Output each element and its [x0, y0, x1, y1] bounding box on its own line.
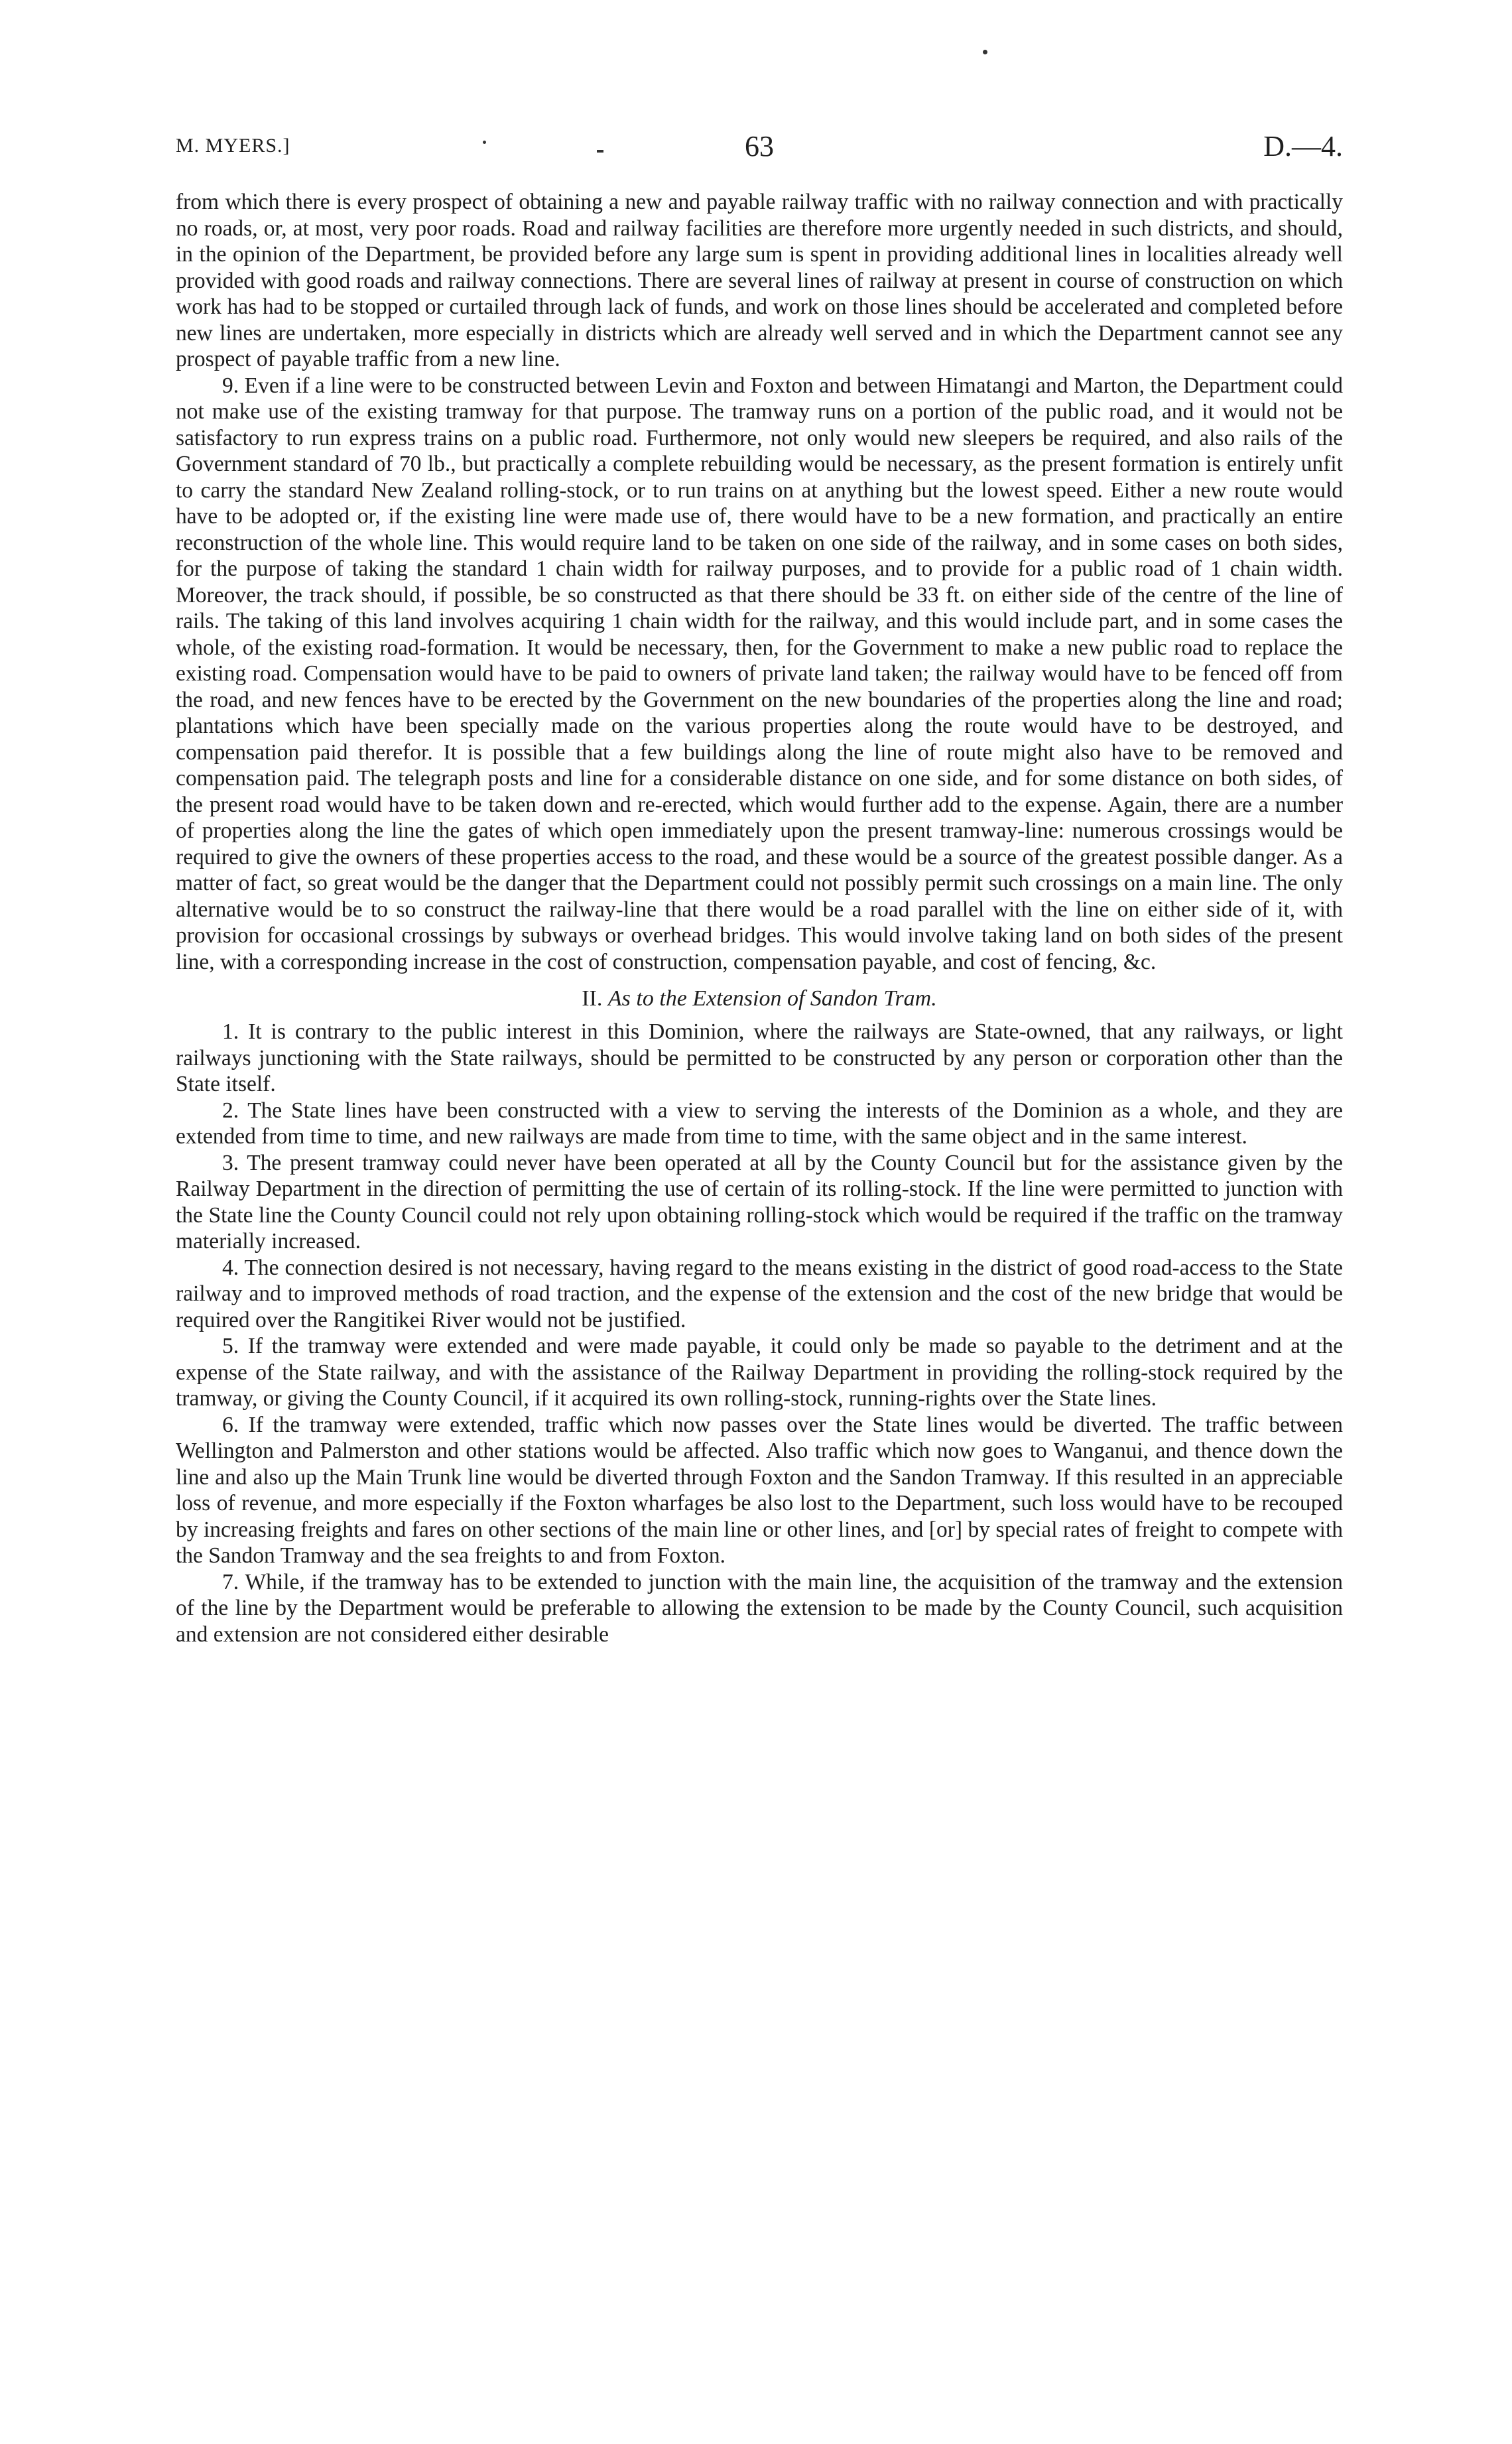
paragraph-3: 3. The present tramway could never have been operated at all by the County Council but for the assistance given by the Railway Department in the direction of permitting the use of certain of its rolling-stock. If the line were permitted to junction with the State line the County Council could not rely upon obtaining rolling-stock which would be required if the traffic on the tramway materially increased.: [176, 1150, 1343, 1254]
paragraph-6: 6. If the tramway were extended, traffic which now passes over the State lines would be diverted. The traffic between Wellington and Palmerston and other stations would be affected. Also traffic which now goes to Wanganui, and thence down the line and also up the Main Trunk line would be diverted through Foxton and the Sandon Tramway. If this resulted in an appreciable loss of revenue, and more especially if the Foxton wharfages be also lost to the Department, such loss would have to be recouped by increasing freights and fares on other sections of the main line or other lines, and [or] by special rates of freight to compete with the Sandon Tramway and the sea freights to and from Foxton.: [176, 1412, 1343, 1568]
paragraph-2: 2. The State lines have been constructed with a view to serving the interests of the Dominion as a whole, and they are extended from time to time, and new railways are made from time to time, with the same object and in the same interest.: [176, 1098, 1343, 1149]
paragraph-9: 9. Even if a line were to be constructed between Levin and Foxton and between Himatangi and Marton, the Department could not make use of the existing tramway for that purpose. The tramway runs on a portion of the public road, and it would not be satisfactory to run express trains on a public road. Furthermore, not only would new sleepers be required, and also rails of the Government standard of 70 lb., but practically a complete rebuilding would be necessary, as the present formation is entirely unfit to carry the standard New Zealand rolling-stock, or to run trains on at anything but the lowest speed. Either a new route would have to be adopted or, if the existing line were made use of, there would have to be a new formation, and practically an entire reconstruction of the whole line. This would require land to be taken on one side of the railway, and in some cases on both sides, for the purpose of taking the standard 1 chain width for railway purposes, and to provide for a public road of 1 chain width. Moreover, the track should, if possible, be so constructed as that there should be 33 ft. on either side of the centre of the line of rails. The taking of this land involves acquiring 1 chain width for the railway, and this would include part, and in some cases the whole, of the existing road-formation. It would be necessary, then, for the Government to make a new public road to replace the existing road. Compensation would have to be paid to owners of private land taken; the railway would have to be fenced off from the road, and new fences have to be erected by the Government on the new boundaries of the properties along the line and road; plantations which have been specially made on the various properties along the route would have to be destroyed, and compensation paid therefor. It is possible that a few buildings along the line of route might also have to be removed and compensation paid. The telegraph posts and line for a considerable distance on one side, and for some distance on both sides, of the present road would have to be taken down and re-erected, which would further add to the expense. Again, there are a number of properties along the line the gates of which open immediately upon the present tramway-line: numerous crossings would be required to give the owners of these properties access to the road, and these would be a source of the greatest possible danger. As a matter of fact, so great would be the danger that the Department could not possibly permit such crossings on a main line. The only alternative would be to so construct the railway-line that there would be a road parallel with the line on either side of it, with provision for occasional crossings by subways or overhead bridges. This would involve taking land on both sides of the present line, with a corresponding increase in the cost of construction, compensation payable, and cost of fencing, &c.: [176, 373, 1343, 974]
paragraph-continued: from which there is every prospect of obtaining a new and payable railway traffic with no railway connection and with practically no roads, or, at most, very poor roads. Road and railway facilities are therefore more urgently needed in such districts, and should, in the opinion of the Department, be provided before any large sum is spent in providing additional lines in localities already well provided with good roads and railway connections. There are several lines of railway at present in course of construction on which work has had to be stopped or curtailed through lack of funds, and work on those lines should be accelerated and completed before new lines are undertaken, more especially in districts which are already well served and in which the Department cannot see any prospect of payable traffic from a new line.: [176, 190, 1343, 371]
paragraph-1: 1. It is contrary to the public interest in this Dominion, where the railways are State-owned, that any railways, or light railways junctioning with the State railways, should be permitted to be constructed by any person or corporation other than the State itself.: [176, 1019, 1343, 1096]
document-reference: D.—4.: [1263, 130, 1343, 162]
body-text: [176, 189, 1343, 1647]
section-heading: [176, 986, 1343, 1012]
section-title: As to the Extension of Sandon Tram.: [607, 986, 937, 1011]
speck-mark: [983, 50, 987, 54]
paragraph-7: 7. While, if the tramway has to be extended to junction with the main line, the acquisition of the tramway and the extension of the line by the Department would be preferable to allowing the extension to be made by the County Council, such acquisition and extension are not considered either desirable: [176, 1569, 1343, 1647]
page-number: 63: [745, 130, 774, 162]
running-header: [176, 129, 1343, 176]
section-numeral: II.: [582, 986, 603, 1011]
paragraph-5: 5. If the tramway were extended and were made payable, it could only be made so payable to the detriment and at the expense of the State railway, and with the assistance of the Railway Department in providing the rolling-stock required by the tramway, or giving the County Council, if it acquired its own rolling-stock, running-rights over the State lines.: [176, 1334, 1343, 1411]
header-author: M. MYERS.]: [176, 135, 290, 157]
paragraph-4: 4. The connection desired is not necessary, having regard to the means existing in the district of good road-access to the State railway and to improved methods of road traction, and the expense of the extension and the cost of the new bridge that would be required over the Rangitikei River would not be justified.: [176, 1255, 1343, 1332]
